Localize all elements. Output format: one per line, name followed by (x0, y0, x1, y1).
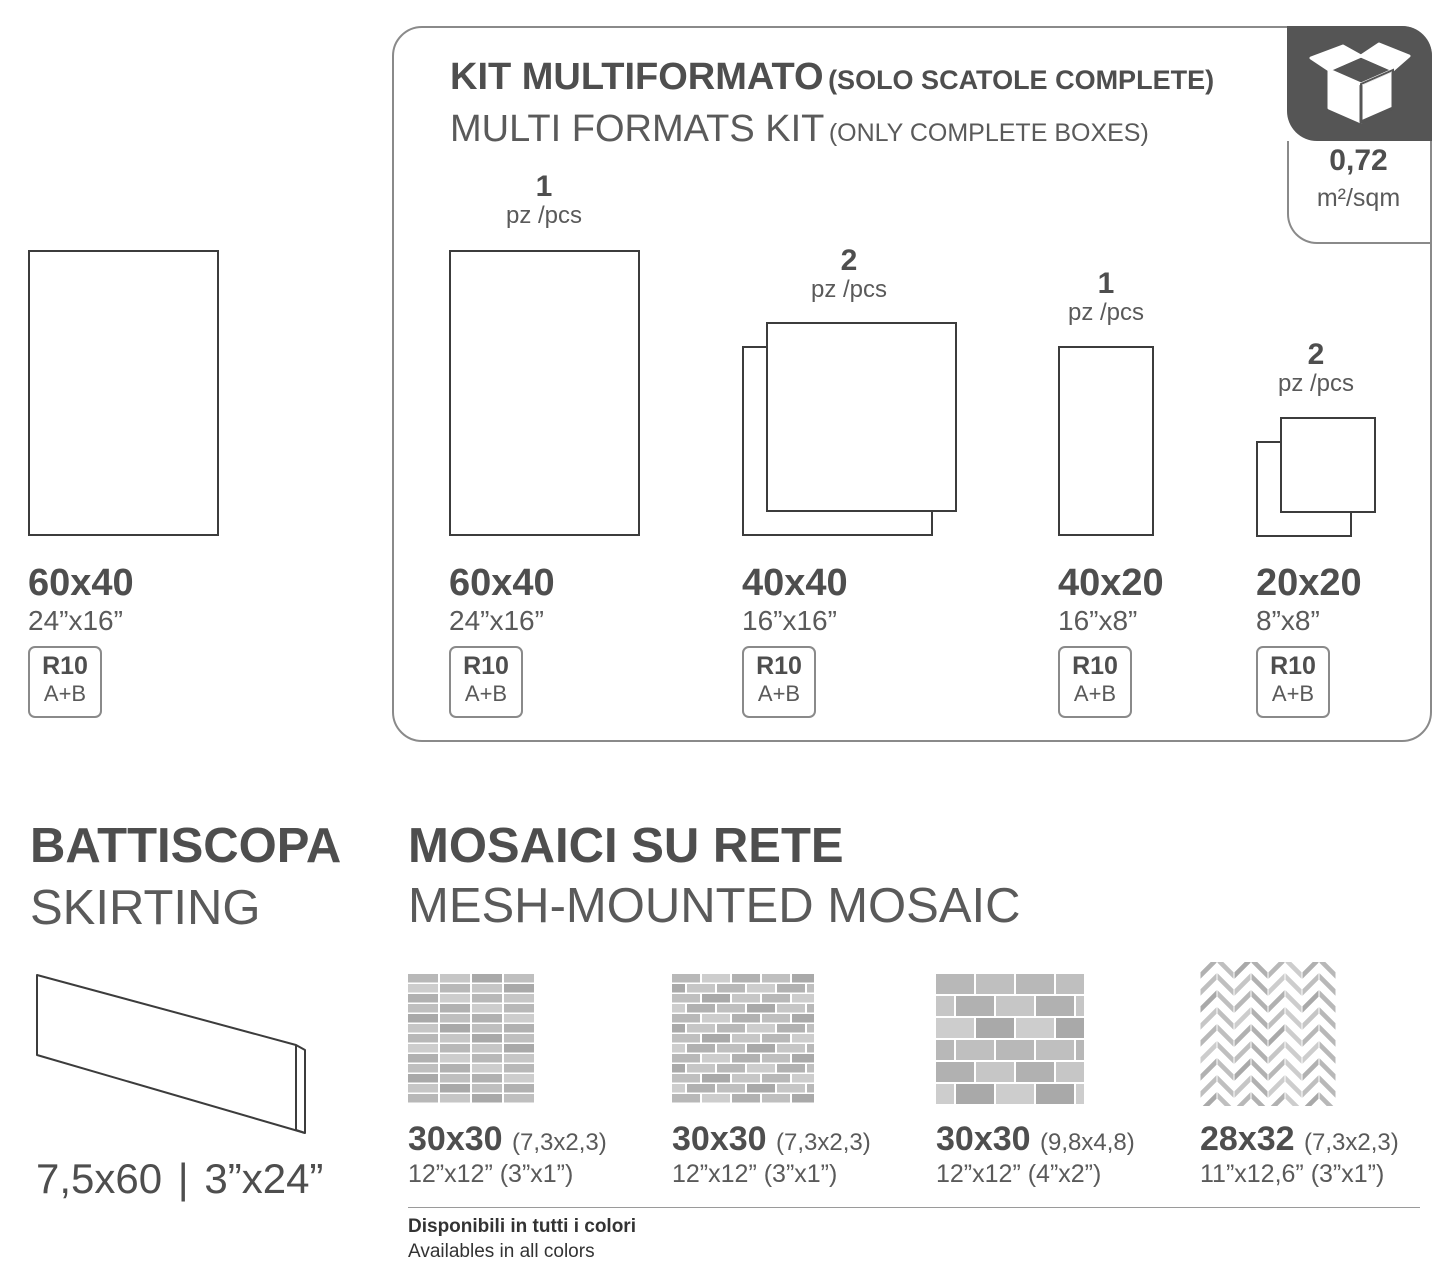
kit-item-qty (474, 172, 614, 228)
mosaic-chip (672, 1054, 700, 1063)
mosaic-chip (687, 984, 715, 993)
kit-item-qty-unit: pz /pcs (1067, 299, 1145, 326)
mosaic-chip (956, 1040, 994, 1060)
mosaic-divider (408, 1207, 1420, 1208)
mosaic-chip (672, 1094, 700, 1103)
mosaic-chip (672, 1014, 700, 1023)
kit-tile-shape-front (1280, 417, 1376, 513)
skirting-size-inches: 3”x24” (204, 1155, 324, 1202)
mosaic-size-main: 30x30 (672, 1120, 767, 1158)
mosaic-chip (762, 1054, 790, 1063)
mosaic-chip (440, 994, 470, 1003)
mosaic-chip (472, 1024, 502, 1033)
mosaic-size-main: 30x30 (408, 1120, 503, 1158)
mosaic-size (672, 1122, 871, 1156)
mosaic-chip (504, 984, 534, 993)
mosaic-brick-image (936, 974, 1084, 1104)
mosaic-chip (777, 984, 805, 993)
skirting-size: 7,5x60 (36, 1155, 163, 1202)
mosaic-chip (408, 1094, 438, 1103)
mosaic-chip (504, 1024, 534, 1033)
mosaic-chip (504, 994, 534, 1003)
mosaic-chip (732, 1054, 760, 1063)
mosaic-chip (672, 974, 700, 983)
mosaic-chip (472, 1054, 502, 1063)
mosaic-chip (472, 1034, 502, 1043)
mosaic-note-en: Availables in all colors (408, 1241, 595, 1262)
slip-class: A+B (1271, 681, 1315, 706)
mosaic-chip (472, 1014, 502, 1023)
kit-item-size-inches: 8”x8” (1256, 605, 1320, 636)
mosaic-chip (762, 1034, 790, 1043)
mosaic-chip (702, 1054, 730, 1063)
mosaic-chip (792, 974, 814, 983)
mosaic-chip (408, 1054, 438, 1063)
mosaic-chip (672, 1034, 700, 1043)
kit-item-qty-unit: pz /pcs (505, 202, 583, 229)
mosaic-chip (747, 984, 775, 993)
mosaic-chip (504, 1074, 534, 1083)
kit-tile-shape (1058, 346, 1154, 536)
mosaic-chip (702, 1014, 730, 1023)
mosaic-chip (777, 1004, 805, 1013)
mosaic-size-inches: 11”x12,6” (3”x1”) (1200, 1160, 1385, 1188)
mosaic-chip (732, 1074, 760, 1083)
mosaic-chip (408, 1074, 438, 1083)
mosaic-chip (440, 1014, 470, 1023)
mosaic-chip (717, 1044, 745, 1053)
kit-tile-shape (449, 250, 640, 536)
mosaic-chip (440, 1074, 470, 1083)
mosaic-chip (504, 1064, 534, 1073)
mosaic-chip (472, 1064, 502, 1073)
mosaic-chip (504, 1034, 534, 1043)
slip-rating-badge (742, 646, 816, 718)
mosaic-chip (440, 1094, 470, 1103)
kit-item-qty-number: 2 (1307, 338, 1325, 371)
mosaic-chip (1056, 1018, 1084, 1038)
skirting-shape (30, 970, 315, 1140)
slip-rating: R10 (1072, 652, 1118, 680)
mosaic-chip (472, 994, 502, 1003)
slip-rating: R10 (756, 652, 802, 680)
kit-item-size-inches: 24”x16” (449, 605, 544, 636)
mosaic-chip (440, 1084, 470, 1093)
mosaic-chip (807, 1084, 814, 1093)
mosaic-stack-bond-image (408, 974, 535, 1104)
skirting-size-row (36, 1155, 324, 1202)
slip-class: A+B (757, 681, 801, 706)
mosaic-chip (440, 984, 470, 993)
tile-size-inches: 24”x16” (28, 605, 123, 636)
mosaic-chip (762, 1014, 790, 1023)
mosaic-chip (702, 1074, 730, 1083)
kit-item-qty-unit: pz /pcs (810, 276, 888, 303)
mosaic-chip (408, 1034, 438, 1043)
mosaic-chip (504, 974, 534, 983)
kit-item-size: 60x40 (449, 562, 555, 604)
mosaic-chip (472, 1094, 502, 1103)
mosaic-chip (956, 996, 994, 1016)
kit-item-size-inches: 16”x8” (1058, 605, 1138, 636)
mosaic-chip (732, 1034, 760, 1043)
kit-item-qty-number: 2 (840, 244, 858, 277)
mosaic-chip (687, 1064, 715, 1073)
mosaic-chip (408, 994, 438, 1003)
slip-rating-badge (28, 646, 102, 718)
mosaic-chip (440, 1064, 470, 1073)
box-coverage-badge (1287, 26, 1432, 218)
mosaic-chip (1076, 1040, 1084, 1060)
mosaic-chip (1076, 996, 1084, 1016)
mosaic-chip (504, 1004, 534, 1013)
mosaic-chip (976, 1062, 1014, 1082)
mosaic-chip (807, 984, 814, 993)
mosaic-chip (472, 1044, 502, 1053)
mosaic-chip (732, 994, 760, 1003)
mosaic-chip (747, 1084, 775, 1093)
skirting-separator: | (177, 1155, 189, 1202)
mosaic-chip-size: (9,8x4,8) (1040, 1129, 1135, 1156)
kit-item-qty (1246, 340, 1386, 396)
herringbone-pattern (1200, 962, 1336, 1106)
mosaic-chip (777, 1024, 805, 1033)
slip-rating: R10 (1270, 652, 1316, 680)
mosaic-size-inches: 12”x12” (3”x1”) (672, 1160, 838, 1188)
mosaic-chip (702, 1094, 730, 1103)
mosaic-chip (440, 974, 470, 983)
mosaic-chip (472, 1004, 502, 1013)
mosaic-chip (702, 974, 730, 983)
tile-size: 60x40 (28, 562, 134, 604)
slip-class: A+B (464, 681, 508, 706)
slip-class: A+B (1073, 681, 1117, 706)
mosaic-chip (504, 1014, 534, 1023)
slip-class: A+B (43, 681, 87, 706)
mosaic-chip (777, 1044, 805, 1053)
kit-item-qty-unit: pz /pcs (1277, 370, 1355, 397)
mosaic-chip (762, 1094, 790, 1103)
mosaic-chip (672, 1084, 685, 1093)
mosaic-chip (408, 984, 438, 993)
mosaic-chip (807, 1024, 814, 1033)
mosaic-chip (672, 1004, 685, 1013)
mosaic-chip (732, 1094, 760, 1103)
mosaic-chip (976, 1018, 1014, 1038)
mosaic-size-inches: 12”x12” (4”x2”) (936, 1160, 1102, 1188)
mosaic-herringbone-image (1200, 962, 1338, 1106)
mosaic-chip (408, 1084, 438, 1093)
kit-item-size-inches: 16”x16” (742, 605, 837, 636)
kit-item-qty-number: 1 (535, 170, 553, 203)
mosaic-size (408, 1122, 607, 1156)
mosaic-chip (504, 1084, 534, 1093)
mosaic-chip (777, 1064, 805, 1073)
mosaic-chip (672, 984, 685, 993)
mosaic-chip (408, 1044, 438, 1053)
mosaic-chip (747, 1064, 775, 1073)
mosaic-chip (1076, 1084, 1084, 1104)
mosaic-chip (504, 1054, 534, 1063)
box-coverage-unit: m²/sqm (1316, 184, 1401, 212)
mosaic-chip (1056, 974, 1084, 994)
mosaic-chip (440, 1054, 470, 1063)
mosaic-chip (996, 996, 1034, 1016)
mosaic-chip (732, 1014, 760, 1023)
mosaic-chip (976, 974, 1014, 994)
mosaic-chip (672, 1044, 685, 1053)
skirting-title: BATTISCOPA (30, 819, 342, 873)
mosaic-chip (747, 1024, 775, 1033)
slip-rating: R10 (463, 652, 509, 680)
mosaic-subtitle: MESH-MOUNTED MOSAIC (408, 879, 1021, 933)
slip-rating-badge (449, 646, 523, 718)
kit-item-qty-number: 1 (1097, 267, 1115, 300)
mosaic-chip (807, 1004, 814, 1013)
mosaic-chip (956, 1084, 994, 1104)
mosaic-chip (747, 1004, 775, 1013)
mosaic-chip (1036, 1084, 1074, 1104)
mosaic-size (936, 1122, 1135, 1156)
kit-tile-shape-front (766, 322, 957, 512)
mosaic-chip (792, 1054, 814, 1063)
mosaic-chip (702, 994, 730, 1003)
mosaic-chip (792, 994, 814, 1003)
mosaic-chip (717, 984, 745, 993)
mosaic-chip (807, 1044, 814, 1053)
mosaic-chip (472, 1074, 502, 1083)
kit-title-note: (SOLO SCATOLE COMPLETE) (828, 65, 1215, 95)
mosaic-running-bond-image (672, 974, 814, 1104)
mosaic-chip (440, 1034, 470, 1043)
mosaic-chip (687, 1024, 715, 1033)
mosaic-chip (1016, 1062, 1054, 1082)
mosaic-chip (792, 1014, 814, 1023)
mosaic-note-it: Disponibili in tutti i colori (408, 1216, 636, 1237)
kit-title-main: KIT MULTIFORMATO (450, 56, 824, 98)
mosaic-chip (792, 1094, 814, 1103)
mosaic-chip (440, 1044, 470, 1053)
kit-subtitle-main: MULTI FORMATS KIT (450, 108, 825, 150)
kit-subtitle-note: (ONLY COMPLETE BOXES) (828, 119, 1149, 147)
mosaic-chip (777, 1084, 805, 1093)
mosaic-size-main: 30x30 (936, 1120, 1031, 1158)
mosaic-chip (504, 1044, 534, 1053)
kit-item-size: 40x40 (742, 562, 848, 604)
mosaic-chip (792, 1074, 814, 1083)
mosaic-chip (702, 1034, 730, 1043)
slip-rating-badge (1256, 646, 1330, 718)
kit-title (450, 58, 1214, 96)
skirting-subtitle: SKIRTING (30, 881, 261, 935)
mosaic-chip (687, 1004, 715, 1013)
slip-rating-badge (1058, 646, 1132, 718)
mosaic-chip (936, 1062, 974, 1082)
mosaic-chip (672, 1074, 700, 1083)
mosaic-chip (762, 974, 790, 983)
mosaic-size-main: 28x32 (1200, 1120, 1295, 1158)
box-badge-top (1287, 26, 1432, 141)
mosaic-chip (1016, 1018, 1054, 1038)
mosaic-chip (1056, 1062, 1084, 1082)
mosaic-chip (936, 1018, 974, 1038)
mosaic-chip (440, 1024, 470, 1033)
slip-rating: R10 (42, 652, 88, 680)
mosaic-chip (472, 984, 502, 993)
mosaic-chip (936, 1084, 954, 1104)
mosaic-chip (687, 1044, 715, 1053)
mosaic-chip (408, 1024, 438, 1033)
mosaic-chip (672, 994, 700, 1003)
mosaic-chip (792, 1034, 814, 1043)
mosaic-chip (717, 1084, 745, 1093)
mosaic-chip (472, 974, 502, 983)
mosaic-chip (440, 1004, 470, 1013)
tile-60x40-shape (28, 250, 219, 536)
kit-item-size: 40x20 (1058, 562, 1164, 604)
mosaic-chip (1016, 974, 1054, 994)
kit-subtitle (450, 110, 1149, 148)
mosaic-chip-size: (7,3x2,3) (1304, 1129, 1399, 1156)
mosaic-size-inches: 12”x12” (3”x1”) (408, 1160, 574, 1188)
mosaic-chip-size: (7,3x2,3) (512, 1129, 607, 1156)
kit-item-size: 20x20 (1256, 562, 1362, 604)
mosaic-chip (504, 1094, 534, 1103)
mosaic-chip (762, 1074, 790, 1083)
mosaic-chip (1036, 996, 1074, 1016)
mosaic-size (1200, 1122, 1399, 1156)
mosaic-chip (996, 1040, 1034, 1060)
mosaic-chip (472, 1084, 502, 1093)
kit-item-qty (779, 246, 919, 302)
mosaic-chip (936, 996, 954, 1016)
mosaic-chip (408, 1004, 438, 1013)
mosaic-chip (717, 1064, 745, 1073)
mosaic-chip (936, 974, 974, 994)
mosaic-chip (672, 1064, 685, 1073)
mosaic-chip (762, 994, 790, 1003)
mosaic-chip (687, 1084, 715, 1093)
open-box-icon (1287, 26, 1432, 141)
mosaic-title: MOSAICI SU RETE (408, 819, 844, 873)
mosaic-chip (996, 1084, 1034, 1104)
mosaic-chip (936, 1040, 954, 1060)
mosaic-chip (747, 1044, 775, 1053)
mosaic-chip (1036, 1040, 1074, 1060)
mosaic-chip (408, 974, 438, 983)
box-coverage-value: 0,72 (1329, 144, 1388, 177)
mosaic-chip (732, 974, 760, 983)
mosaic-chip (408, 1064, 438, 1073)
mosaic-chip (672, 1024, 685, 1033)
mosaic-chip (408, 1014, 438, 1023)
mosaic-chip-size: (7,3x2,3) (776, 1129, 871, 1156)
mosaic-chip (717, 1024, 745, 1033)
mosaic-chip (807, 1064, 814, 1073)
mosaic-chip (717, 1004, 745, 1013)
kit-item-qty (1036, 269, 1176, 325)
